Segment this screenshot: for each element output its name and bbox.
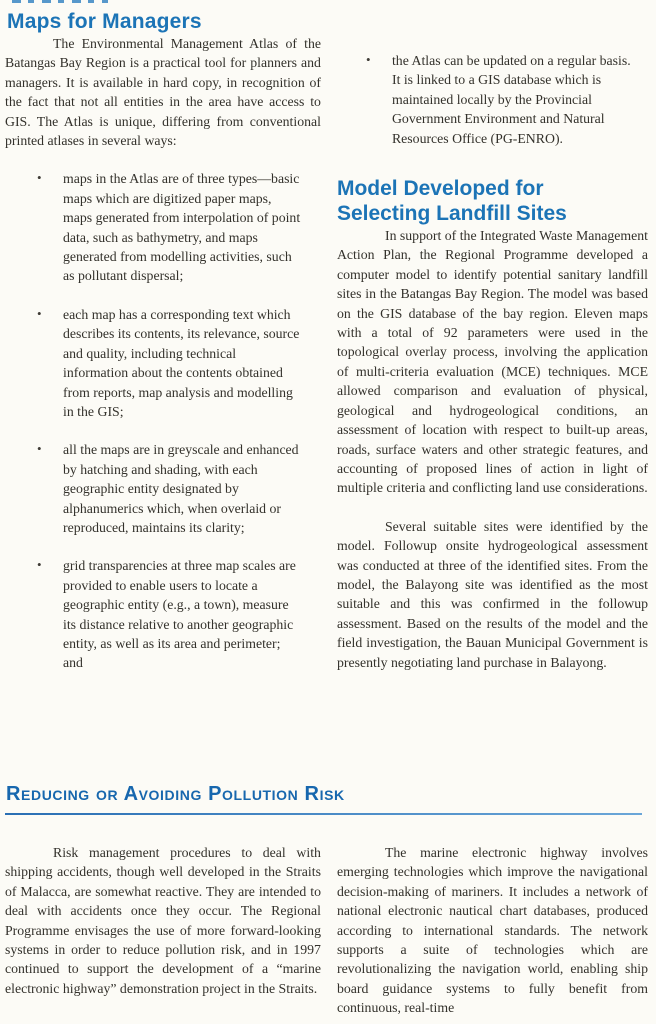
list-item [36,440,303,537]
section-divider-rule [5,813,642,815]
pollution-risk-section-header [5,783,648,815]
maps-bullet-list-continued-ul [365,51,648,148]
pollution-right-paragraph: The marine electronic highway involves emerging technologies which improve the navigational decision-making of mariners. It includes a network of national electronic nautical chart databases, produced according to international standards. The network supports a suite of technologies which are revolutionalizing the navigation world, enabling ship board guidance systems to fully benefit from continuous, real-time [336,845,648,1016]
model-paragraph-2: Several suitable sites were identified by the model. Followup onsite hydrogeological assessment was conducted at three of the identified sites. From the model, the Balayong site was identified as the most suitable and this was confirmed in the followup assessment. Based on the results of the model and the field investigation, the Bauan Municipal Government is presently negotiating land purchase in Balayong. [336,518,648,670]
section-title-maps-for-managers: Maps for Managers [7,10,202,33]
lower-columns [5,843,648,1018]
section-title-model-developed: Model Developed for Selecting Landfill Sites [336,177,567,226]
bullet-icon: • [37,557,42,573]
list-item-text: the Atlas can be updated on a regular basis. It is linked to a GIS database which is maintained locally by the Provincial Government Environment and Natural Resources Office (PG-ENRO). [391,53,631,146]
bullet-icon: • [37,305,42,321]
upper-columns [5,6,648,753]
maps-intro-paragraph: The Environmental Management Atlas of the Batangas Bay Region is a practical tool for planners and managers. It is available in hard copy, in recognition of the fact that not all entities in the area have access to GIS. The Atlas is unique, differing from conventional printed atlases in several ways: [5,36,321,149]
list-item [36,169,303,285]
list-item-text: each map has a corresponding text which describes its contents, its relevance, source and quality, including technical information about the contents obtained from reports, map analysis and modelling in the GIS; [63,306,300,419]
upper-left-column [5,6,321,753]
list-item-text: all the maps are in greyscale and enhanced by hatching and shading, with each geographic entity designated by alphanumerics which, when overlaid or reproduced, maintains its clarity; [63,442,299,535]
list-item-text: maps in the Atlas are of three types—basic maps which are digitized paper maps, maps generated from interpolation of point data, such as bathymetry, and maps generated from modelling activities, such as pollutant dispersal; [63,171,301,284]
list-item-text: grid transparencies at three map scales are provided to enable users to locate a geographic entity (e.g., a town), measure its distance relative to another geographic entity, as well as its area and perimeter; and [63,558,296,671]
list-item [36,305,303,421]
model-paragraph-1: In support of the Integrated Waste Management Action Plan, the Regional Programme developed a computer model to identify potential sanitary landfill sites in the Batangas Bay Region. The model was based on the GIS database of the bay region. Eleven maps with a total of 92 parameters were used in the topological overlay process, involving the application of multi-criteria evaluation (MCE) techniques. MCE allowed comparison and evaluation of physical, geological and hydrogeological conditions, an assessment of location with respect to built-up areas, roads, surface waters and other strategic features, and accounting of proposed lines of action in light of multiple criteria and conflicting land use considerations. [336,228,648,496]
list-item [365,51,634,148]
maps-bullet-list-continued [337,51,648,148]
lower-right-column [337,843,648,1018]
bullet-icon: • [37,170,42,186]
maps-bullet-list [36,169,321,672]
lower-left-column [5,843,321,1018]
bullet-icon: • [365,52,371,67]
list-item [36,556,303,672]
upper-right-column [337,6,648,753]
pollution-left-paragraph: Risk management procedures to deal with shipping accidents, though well developed in the Straits of Malacca, are somewhat reactive. They are intended to deal with accidents once they occur. The Regional Programme envisages the use of more forward-looking systems in order to reduce pollution risk, and in 1997 continued to support the development of a “marine electronic highway” demonstration project in the Straits. [5,845,321,996]
section-title-reducing-pollution-risk: Reducing or Avoiding Pollution Risk [6,783,345,805]
bullet-icon: • [37,441,42,457]
